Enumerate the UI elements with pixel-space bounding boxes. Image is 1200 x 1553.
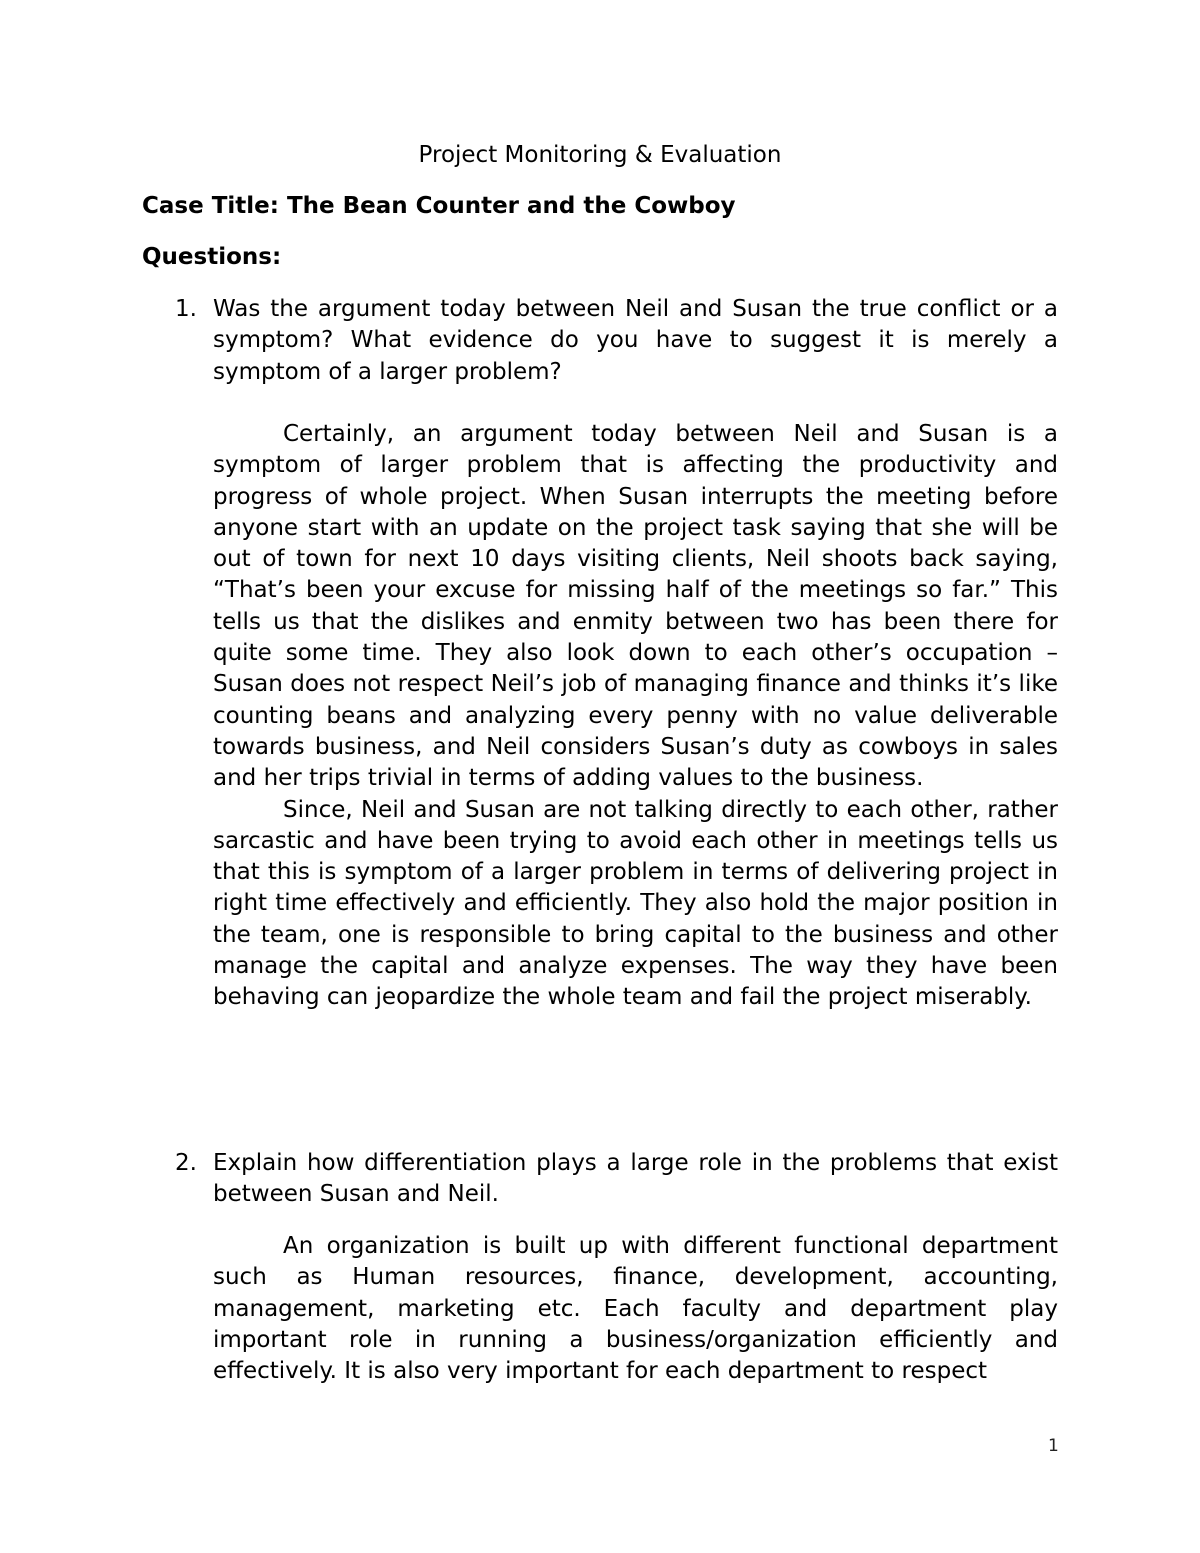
answer-1-paragraph-2: Since, Neil and Susan are not talking directly to each other, rather sarcastic and have been trying to avoid each other in meetings tells us that this is symptom of a larger problem in terms of delivering project in right time effectively and efficiently. They also hold the major position in the team, one is responsible to bring capital to the business and other manage the capital and analyze expenses. The way they have been behaving can jeopardize the whole team and fail the project miserably. <box>213 796 1058 1011</box>
document-title: Project Monitoring & Evaluation <box>418 142 782 168</box>
question-2-text: Explain how differentiation plays a large role in the problems that exist between Susan and Neil. <box>213 1150 1058 1208</box>
answer-1-paragraph-1: Certainly, an argument today between Neil and Susan is a symptom of larger problem that is affecting the productivity and progress of whole project. When Susan interrupts the meeting before anyone start with an update on the project task saying that she will be out of town for next 10 days visiting clients, Neil shoots back saying, “That’s been your excuse for missing half of the meetings so far.” This tells us that the dislikes and enmity between two has been there for quite some time. They also look down to each other’s occupation – Susan does not respect Neil’s job of managing finance and thinks it’s like counting beans and analyzing every penny with no value deliverable towards business, and Neil considers Susan’s duty as cowboys in sales and her trips trivial in terms of adding values to the business. <box>213 421 1058 792</box>
question-2 <box>175 1148 1058 1211</box>
answer-1 <box>213 419 1058 1014</box>
question-2-number: 2. <box>175 1150 197 1176</box>
answer-2 <box>213 1231 1058 1387</box>
question-1-text: Was the argument today between Neil and Susan the true conflict or a symptom? What evidence do you have to suggest it is merely a symptom of a larger problem? <box>213 296 1058 385</box>
case-title: Case Title: The Bean Counter and the Cowboy <box>142 193 736 219</box>
question-1-number: 1. <box>175 296 197 322</box>
answer-2-paragraph-1: An organization is built up with different functional department such as Human resources, finance, development, accounting, management, marketing etc. Each faculty and department play important role in running a business/organization efficiently and effectively. It is also very important for each department to respect <box>213 1233 1058 1385</box>
page-number: 1 <box>1048 1436 1059 1456</box>
question-1 <box>175 294 1058 388</box>
questions-heading: Questions: <box>142 244 282 270</box>
